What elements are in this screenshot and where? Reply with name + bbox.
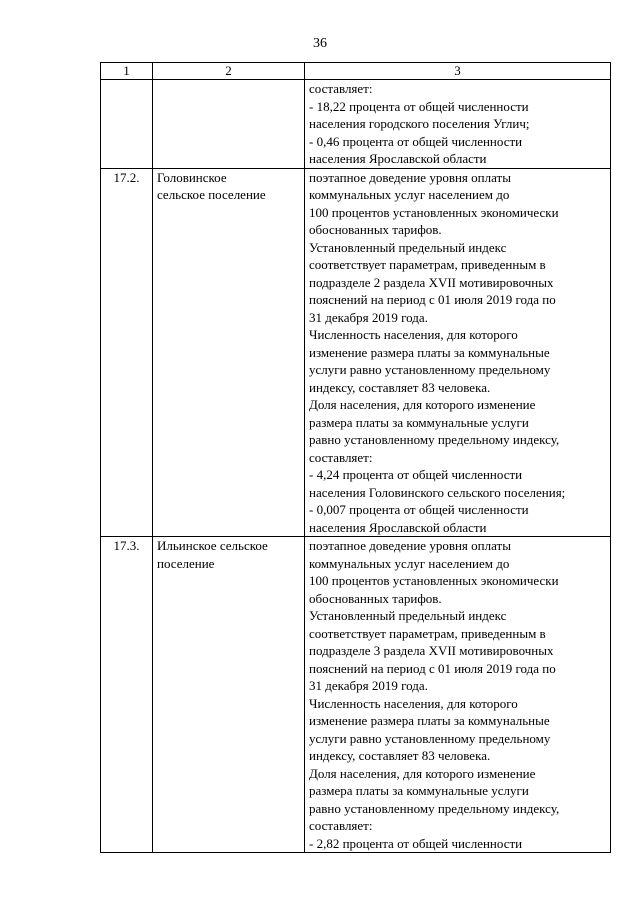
description-line: составляет:	[309, 81, 373, 96]
header-cell-2: 2	[153, 63, 305, 80]
table-body	[101, 80, 611, 853]
description-line: - 18,22 процента от общей численности	[309, 98, 529, 114]
document-table	[100, 62, 611, 853]
description-line: обоснованных тарифов.	[309, 590, 442, 606]
header-cell-1: 1	[101, 63, 153, 80]
row-number-cell: 17.2.	[101, 168, 153, 537]
description-line: коммунальных услуг населением до	[309, 555, 510, 571]
description-cell	[305, 80, 611, 169]
description-line: Численность населения, для которого	[309, 327, 518, 342]
settlement-name-line: Ильинское сельское	[157, 538, 268, 553]
description-line: пояснений на период с 01 июля 2019 года по	[309, 660, 556, 676]
description-line: изменение размера платы за коммунальные	[309, 713, 550, 728]
description-line: Установленный предельный индекс	[309, 239, 507, 255]
description-line: населения Головинского сельского поселения;	[309, 484, 566, 500]
description-line: услуги равно установленному предельному	[309, 362, 551, 377]
description-line: населения городского поселения Углич;	[309, 116, 530, 131]
description-cell	[305, 537, 611, 853]
settlement-name-cell	[153, 537, 305, 853]
description-line: - 0,007 процента от общей численности	[309, 502, 529, 517]
description-line: подразделе 3 раздела XVII мотивировочных	[309, 643, 554, 658]
description-line: составляет:	[309, 449, 373, 465]
description-line: соответствует параметрам, приведенным в	[309, 257, 546, 272]
description-line: - 2,82 процента от общей численности	[309, 835, 523, 851]
description-line: подразделе 2 раздела XVII мотивировочных	[309, 274, 554, 290]
description-line: коммунальных услуг населением до	[309, 187, 510, 202]
row-number-cell	[101, 80, 153, 169]
description-line: поэтапное доведение уровня оплаты	[309, 169, 511, 185]
description-line: Доля населения, для которого изменение	[309, 765, 536, 781]
description-line: составляет:	[309, 818, 373, 833]
table-header-row	[101, 63, 611, 80]
page-number: 36	[313, 36, 327, 51]
description-line: Численность населения, для которого	[309, 695, 518, 711]
header-cell-3: 3	[305, 63, 611, 80]
description-line: услуги равно установленному предельному	[309, 730, 551, 746]
description-line: изменение размера платы за коммунальные	[309, 344, 550, 360]
settlement-name-line: Головинское	[157, 169, 227, 185]
description-line: населения Ярославской области	[309, 151, 487, 166]
description-line: - 4,24 процента от общей численности	[309, 467, 523, 482]
table-row	[101, 168, 611, 537]
table-row	[101, 80, 611, 169]
description-line: - 0,46 процента от общей численности	[309, 133, 523, 149]
description-line: населения Ярославской области	[309, 519, 487, 535]
description-line: индексу, составляет 83 человека.	[309, 379, 491, 395]
description-line: обоснованных тарифов.	[309, 222, 442, 237]
settlement-name-line: сельское поселение	[157, 187, 266, 202]
description-line: индексу, составляет 83 человека.	[309, 748, 491, 763]
description-line: Установленный предельный индекс	[309, 608, 507, 623]
description-line: размера платы за коммунальные услуги	[309, 783, 529, 798]
description-line: 31 декабря 2019 года.	[309, 309, 428, 325]
description-line: 100 процентов установленных экономически	[309, 204, 559, 220]
description-line: размера платы за коммунальные услуги	[309, 414, 529, 430]
description-line: 100 процентов установленных экономически	[309, 573, 559, 588]
description-line: соответствует параметрам, приведенным в	[309, 625, 546, 641]
row-number-cell: 17.3.	[101, 537, 153, 853]
table-row	[101, 537, 611, 853]
description-cell	[305, 168, 611, 537]
settlement-name-cell	[153, 168, 305, 537]
description-line: поэтапное доведение уровня оплаты	[309, 538, 511, 553]
description-line: равно установленному предельному индексу,	[309, 432, 560, 447]
description-line: равно установленному предельному индексу,	[309, 800, 560, 816]
description-line: Доля населения, для которого изменение	[309, 397, 536, 412]
description-line: 31 декабря 2019 года.	[309, 678, 428, 693]
settlement-name-cell	[153, 80, 305, 169]
description-line: пояснений на период с 01 июля 2019 года по	[309, 292, 556, 307]
settlement-name-line: поселение	[157, 555, 215, 571]
